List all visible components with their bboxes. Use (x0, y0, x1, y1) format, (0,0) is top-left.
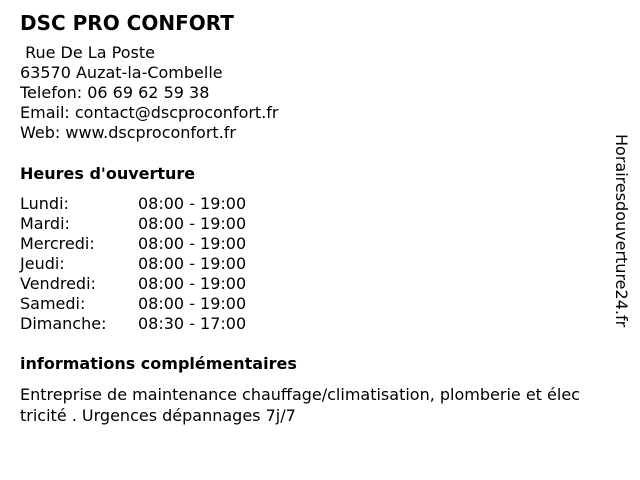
business-description (20, 384, 620, 426)
day-label: Vendredi: (20, 274, 96, 293)
time-range: 08:00 - 19:00 (138, 254, 247, 273)
day-label: Mardi: (20, 214, 70, 233)
day-label: Lundi: (20, 194, 69, 213)
site-watermark: Horairesdouverture24.fr (612, 134, 631, 328)
day-label: Jeudi: (20, 254, 65, 273)
description-line: Entreprise de maintenance chauffage/climatisation, plomberie et élec (20, 385, 580, 404)
day-label: Dimanche: (20, 314, 107, 333)
time-range: 08:00 - 19:00 (138, 274, 247, 293)
day-label: Samedi: (20, 294, 86, 313)
web-line: Web: www.dscproconfort.fr (20, 123, 236, 142)
opening-hours-heading: Heures d'ouverture (20, 164, 196, 183)
time-range: 08:00 - 19:00 (138, 234, 247, 253)
additional-info-heading: informations complémentaires (20, 354, 297, 373)
email-line: Email: contact@dscproconfort.fr (20, 103, 279, 122)
time-range: 08:00 - 19:00 (138, 214, 247, 233)
day-label: Mercredi: (20, 234, 95, 253)
address-block (20, 43, 279, 143)
phone-line: Telefon: 06 69 62 59 38 (20, 83, 210, 102)
business-name: DSC PRO CONFORT (20, 11, 234, 35)
time-range: 08:00 - 19:00 (138, 294, 247, 313)
street-address: Rue De La Poste (20, 43, 155, 62)
description-line: tricité . Urgences dépannages 7j/7 (20, 406, 296, 425)
time-range: 08:00 - 19:00 (138, 194, 247, 213)
city-address: 63570 Auzat-la-Combelle (20, 63, 223, 82)
time-range: 08:30 - 17:00 (138, 314, 247, 333)
